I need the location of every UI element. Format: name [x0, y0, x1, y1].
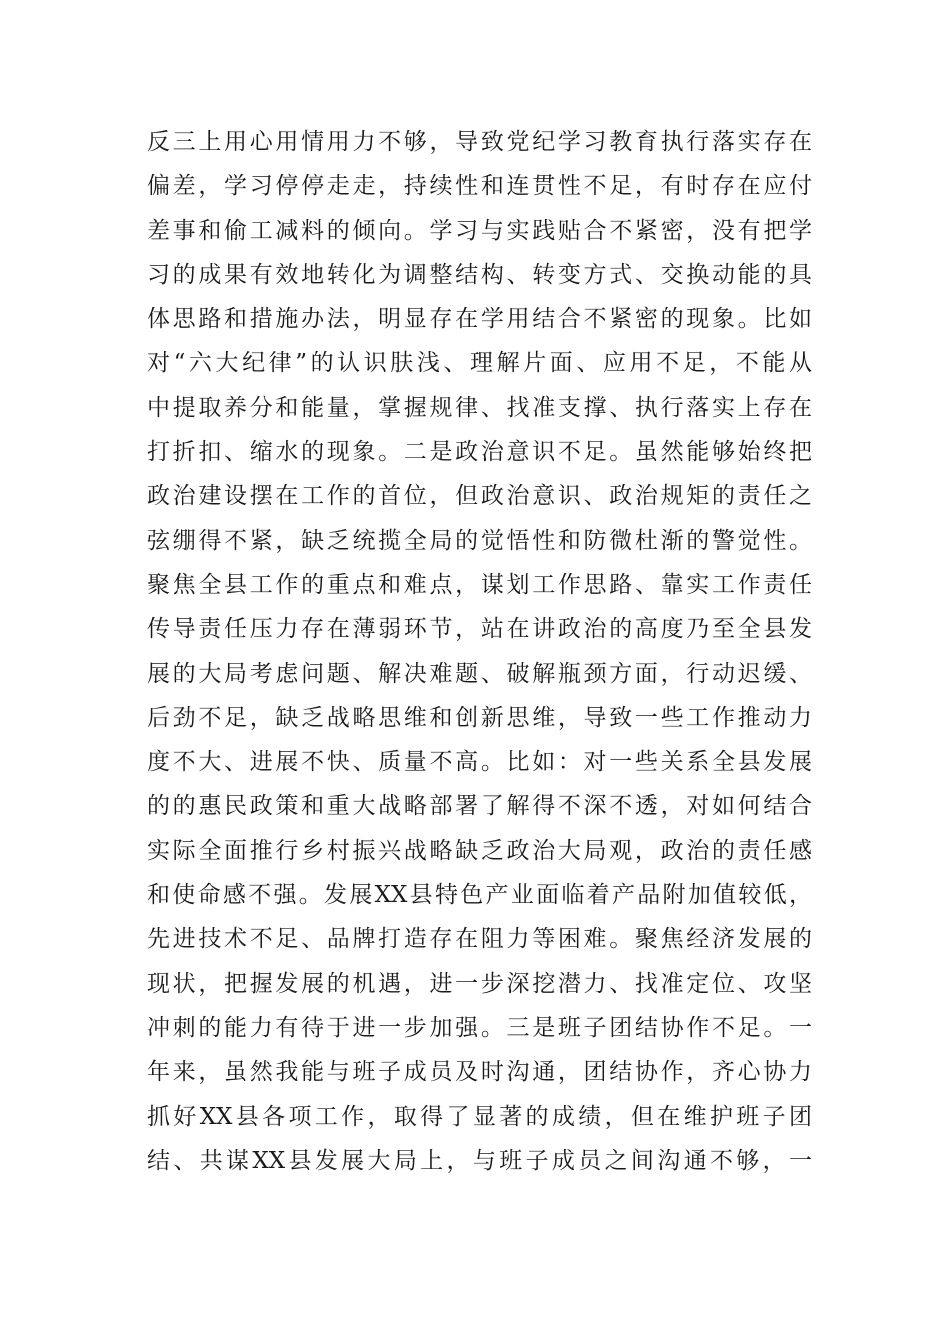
- text-line: 弦绷得不紧，缺乏统揽全局的觉悟性和防微杜渐的警觉性。: [147, 527, 812, 554]
- text-line: 先进技术不足、品牌打造存在阻力等困难。聚焦经济发展的: [147, 926, 812, 953]
- text-line: 反三上用心用情用力不够，导致党纪学习教育执行落实存在: [147, 129, 812, 155]
- text-line: 冲刺的能力有待于进一步加强。三是班子团结协作不足。一: [147, 1014, 812, 1041]
- text-line: 传导责任压力存在薄弱环节，站在讲政治的高度乃至全县发: [147, 616, 812, 643]
- text-line: 和使命感不强。发展XX县特色产业面临着产品附加值较低，: [147, 882, 812, 909]
- text-line: 偏差，学习停停走走，持续性和连贯性不足，有时存在应付: [147, 173, 812, 200]
- text-line: 差事和偷工减料的倾向。学习与实践贴合不紧密，没有把学: [147, 217, 812, 244]
- text-line: 中提取养分和能量，掌握规律、找准支撑、执行落实上存在: [147, 394, 812, 421]
- text-line: 体思路和措施办法，明显存在学用结合不紧密的现象。比如: [147, 306, 812, 333]
- text-line: 打折扣、缩水的现象。二是政治意识不足。虽然能够始终把: [147, 439, 812, 466]
- text-line: 的的惠民政策和重大战略部署了解得不深不透，对如何结合: [147, 793, 812, 820]
- text-line: 现状，把握发展的机遇，进一步深挖潜力、找准定位、攻坚: [147, 970, 812, 997]
- text-line: 政治建设摆在工作的首位，但政治意识、政治规矩的责任之: [147, 483, 812, 510]
- text-line: 展的大局考虑问题、解决难题、破解瓶颈方面，行动迟缓、: [147, 660, 812, 687]
- text-line: 后劲不足，缺乏战略思维和创新思维，导致一些工作推动力: [147, 704, 812, 731]
- body-text: [147, 120, 812, 1183]
- text-line: 聚焦全县工作的重点和难点，谋划工作思路、靠实工作责任: [147, 571, 812, 598]
- text-line: 实际全面推行乡村振兴战略缺乏政治大局观，政治的责任感: [147, 837, 812, 864]
- text-line: 年来，虽然我能与班子成员及时沟通，团结协作，齐心协力: [147, 1059, 812, 1086]
- text-line: 对“六大纪律”的认识肤浅、理解片面、应用不足，不能从: [147, 350, 812, 377]
- text-line: 结、共谋XX县发展大局上，与班子成员之间沟通不够，一: [147, 1147, 812, 1174]
- text-line: 习的成果有效地转化为调整结构、转变方式、交换动能的具: [147, 261, 812, 288]
- text-line: 度不大、进展不快、质量不高。比如：对一些关系全县发展: [147, 749, 812, 776]
- text-line: 抓好XX县各项工作，取得了显著的成绩，但在维护班子团: [147, 1103, 812, 1130]
